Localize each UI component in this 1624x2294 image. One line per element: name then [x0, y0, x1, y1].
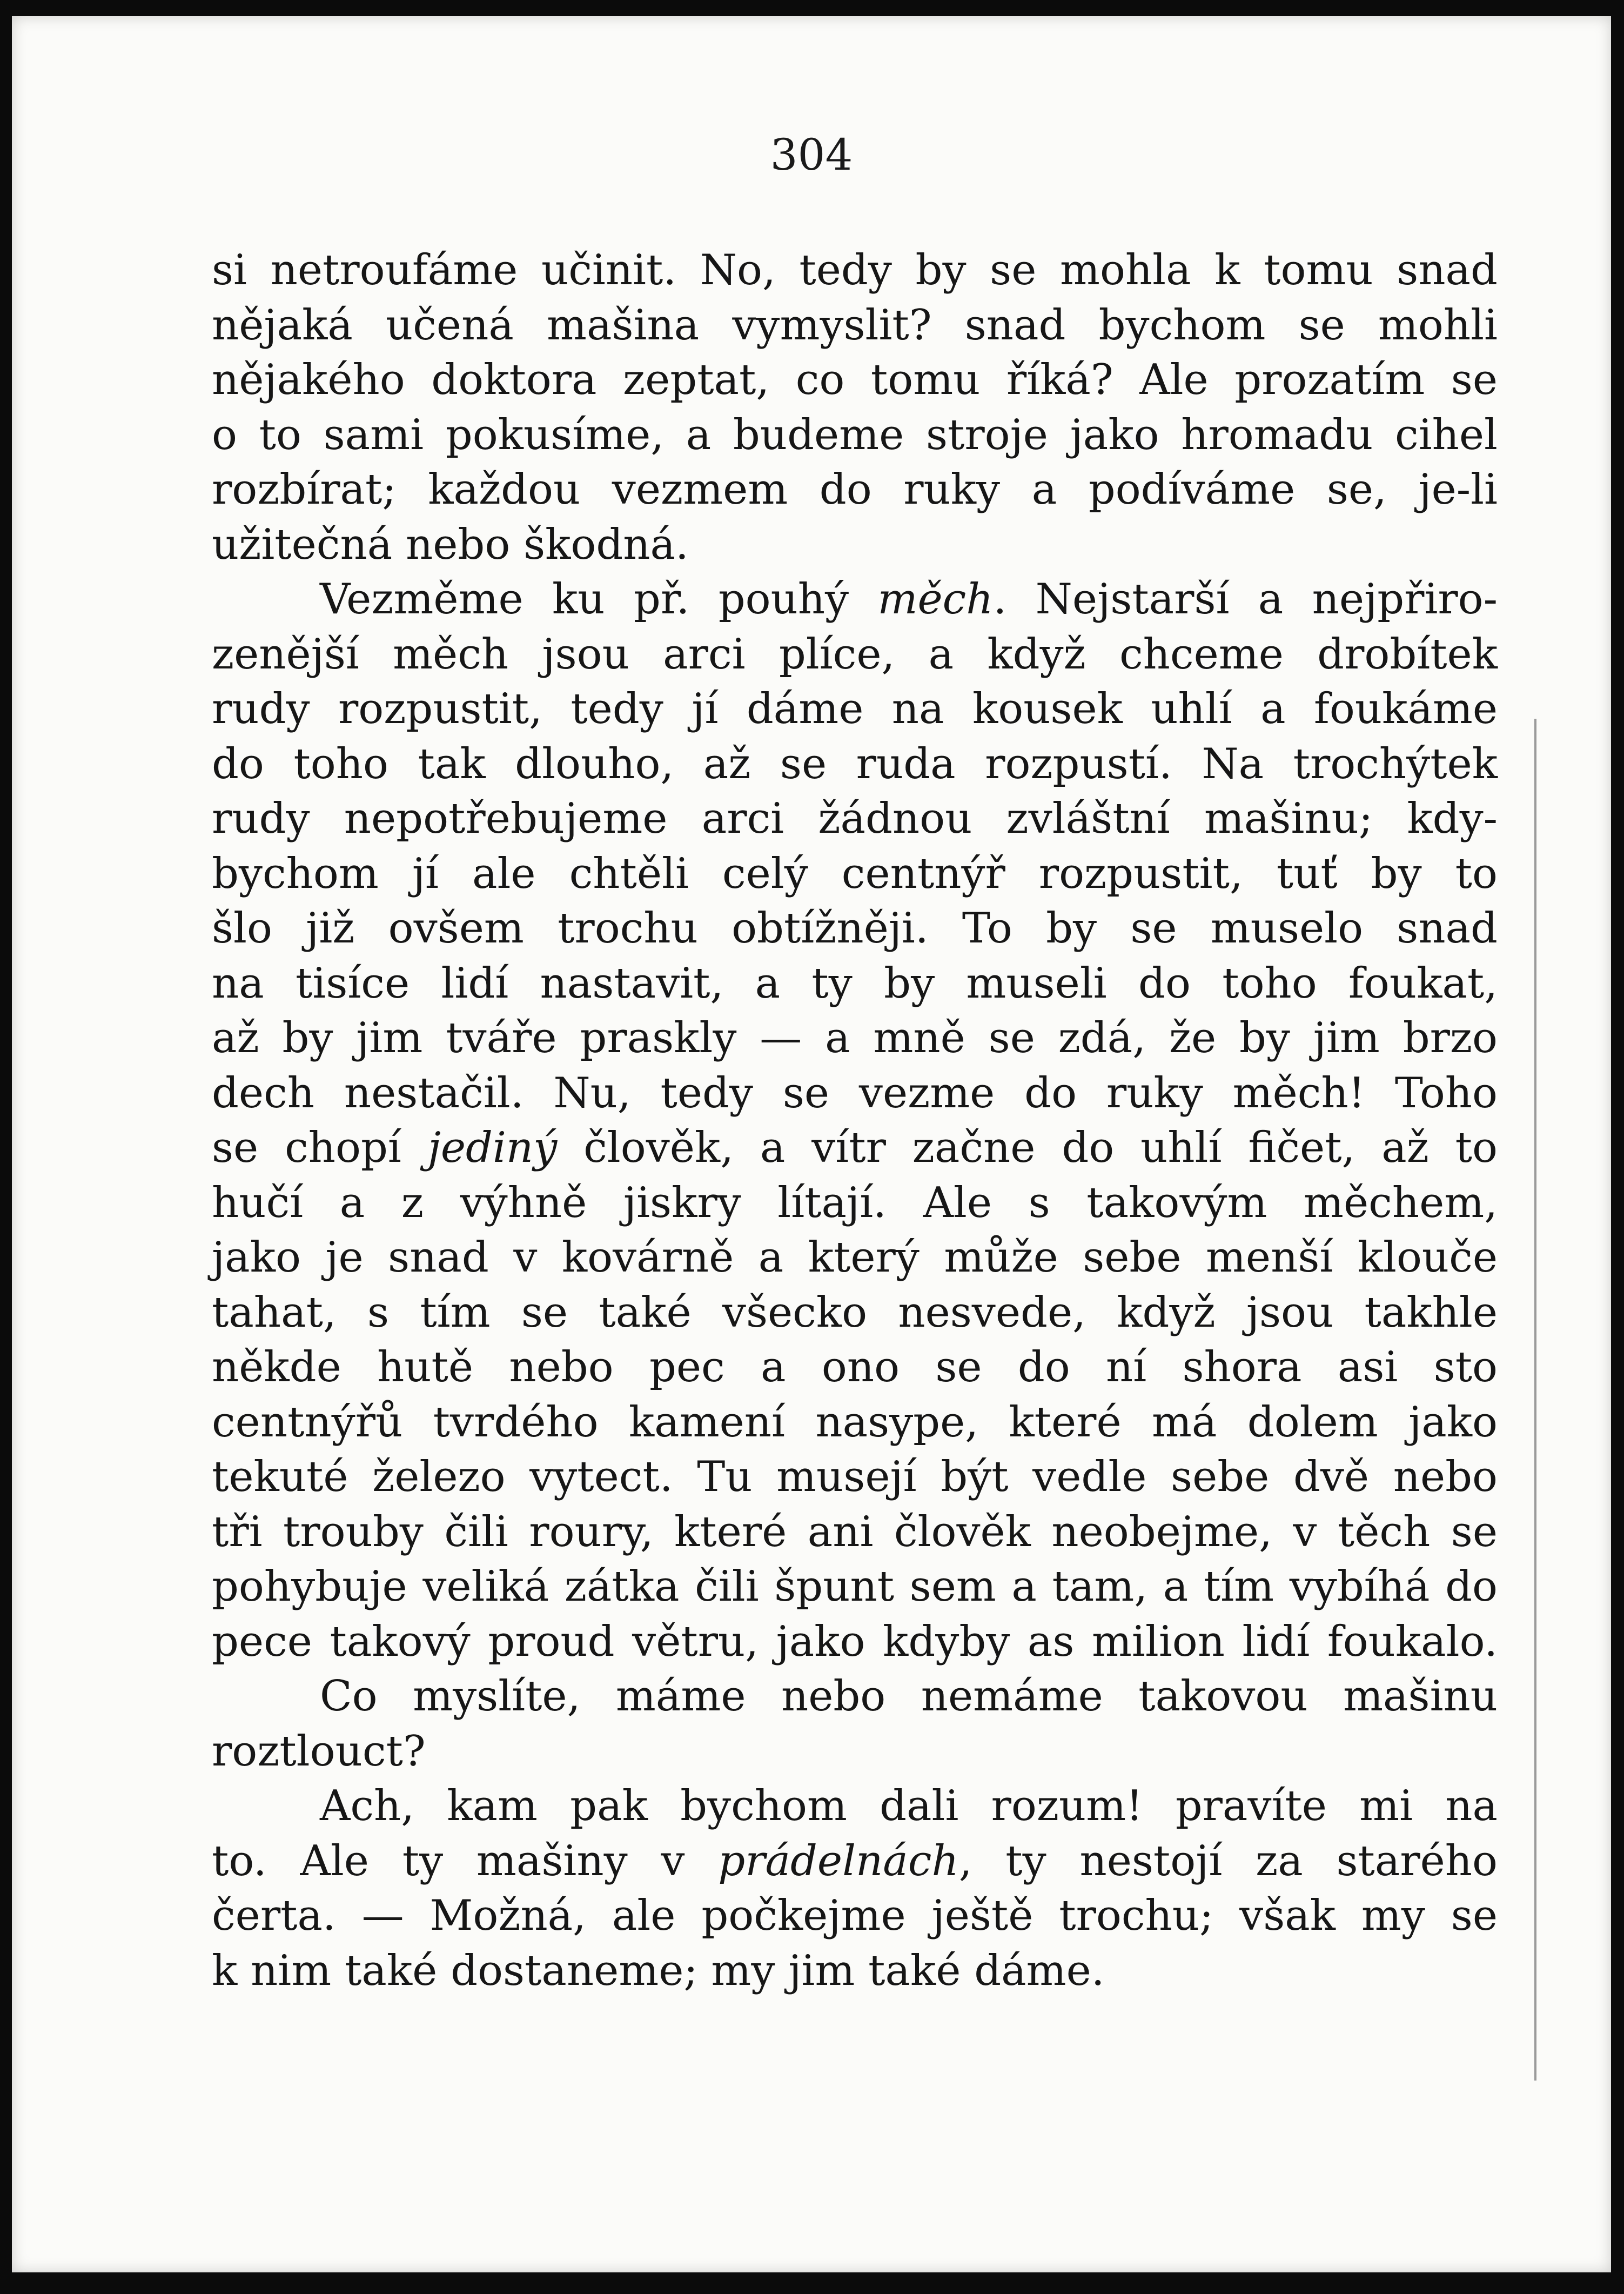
text-line: rozbírat; každou vezmem do ruky a podíváme se, je-li: [212, 465, 1498, 514]
text-line: do toho tak dlouho, až se ruda rozpustí. Na trochýtek: [212, 739, 1498, 788]
text-line: někde hutě nebo pec a ono se do ní shora asi sto: [212, 1343, 1498, 1392]
text-line: rudy nepotřebujeme arci žádnou zvláštní mašinu; kdy-: [212, 794, 1498, 843]
emphasis: měch: [877, 575, 994, 624]
text-line: si netroufáme učinit. No, tedy by se mohla k tomu snad: [212, 246, 1498, 295]
text-line: zenější měch jsou arci plíce, a když chceme drobítek: [212, 630, 1498, 679]
text-line: čerta. — Možná, ale počkejme ještě trochu; však my se: [212, 1891, 1498, 1940]
text-line: centnýřů tvrdého kamení nasype, které má dolem jako: [212, 1397, 1498, 1447]
page-edge-rule: [1534, 719, 1536, 2081]
text-line: hučí a z výhně jiskry lítají. Ale s takovým měchem,: [212, 1178, 1498, 1227]
text-line: Co myslíte, máme nebo nemáme takovou mašinu: [320, 1672, 1498, 1721]
text-line: pece takový proud větru, jako kdyby as milion lidí foukalo.: [212, 1617, 1498, 1666]
text-line: užitečná nebo škodná.: [212, 520, 689, 569]
text-line: o to sami pokusíme, a budeme stroje jako hromadu cihel: [212, 410, 1498, 459]
text-line: nějaká učená mašina vymyslit? snad bychom se mohli: [212, 300, 1498, 350]
text-line: tři trouby čili roury, které ani člověk neobejme, v těch se: [212, 1507, 1498, 1556]
body-text: [212, 243, 1498, 1998]
text-line: se chopí jediný člověk, a vítr začne do uhlí fičet, až to: [212, 1123, 1498, 1172]
text-line: dech nestačil. Nu, tedy se vezme do ruky měch! Toho: [212, 1068, 1498, 1118]
text-line: rudy rozpustit, tedy jí dáme na kousek uhlí a foukáme: [212, 685, 1498, 733]
text-line: šlo již ovšem trochu obtížněji. To by se muselo snad: [212, 904, 1498, 953]
text-line: Vezměme ku př. pouhý měch. Nejstarší a nejpřiro-: [320, 575, 1498, 624]
text-line: na tisíce lidí nastavit, a ty by museli do toho foukat,: [212, 959, 1498, 1008]
text-line: pohybuje veliká zátka čili špunt sem a tam, a tím vybíhá do: [212, 1562, 1498, 1611]
text-line: tekuté železo vytect. Tu musejí být vedle sebe dvě nebo: [212, 1453, 1498, 1501]
book-page: [12, 16, 1611, 2272]
text-line: Ach, kam pak bychom dali rozum! pravíte mi na: [320, 1782, 1498, 1830]
emphasis: jediný: [427, 1123, 558, 1172]
emphasis: prádelnách: [718, 1836, 959, 1885]
text-line: to. Ale ty mašiny v prádelnách, ty nestojí za starého: [212, 1836, 1498, 1885]
text-line: až by jim tváře praskly — a mně se zdá, že by jim brzo: [212, 1014, 1498, 1062]
text-line: nějakého doktora zeptat, co tomu říká? Ale prozatím se: [212, 356, 1498, 404]
text-line: k nim také dostaneme; my jim také dáme.: [212, 1946, 1105, 1995]
page-number: 304: [770, 130, 853, 180]
text-line: jako je snad v kovárně a který může sebe menší klouče: [212, 1233, 1498, 1282]
text-line: roztlouct?: [212, 1727, 426, 1776]
text-line: bychom jí ale chtěli celý centnýř rozpustit, tuť by to: [212, 849, 1498, 898]
text-line: tahat, s tím se také všecko nesvede, když jsou takhle: [212, 1288, 1498, 1337]
